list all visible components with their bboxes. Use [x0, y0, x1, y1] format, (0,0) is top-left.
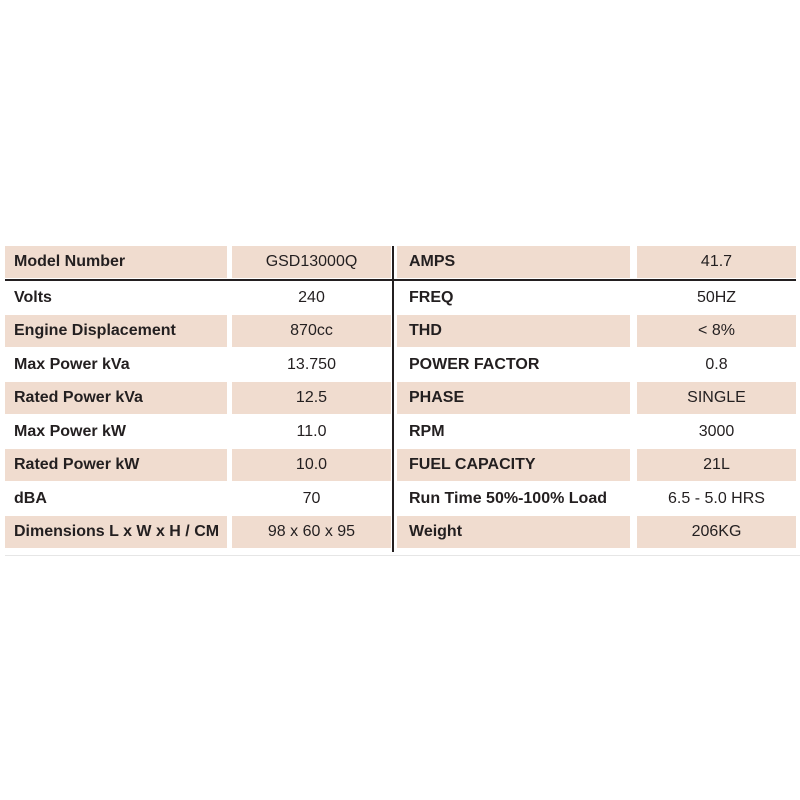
spec-value: 41.7: [637, 246, 796, 278]
spec-label: Engine Displacement: [5, 315, 227, 347]
spec-label: AMPS: [397, 246, 630, 278]
spec-row-dimensions: [5, 516, 796, 548]
spec-label: Rated Power kVa: [5, 382, 227, 414]
spec-value: 98 x 60 x 95: [232, 516, 391, 548]
spec-value: 206KG: [637, 516, 796, 548]
spec-label: PHASE: [397, 382, 630, 414]
spec-row-rated-power-kva: [5, 382, 796, 414]
spec-row-model-number: [5, 246, 796, 278]
spec-label: Volts: [14, 289, 52, 306]
spec-row-engine-displacement: [5, 315, 796, 347]
table-bottom-divider: [5, 555, 800, 556]
spec-value: 3000: [698, 423, 735, 440]
spec-row-max-power-kw: [5, 416, 796, 448]
spec-value: 70: [302, 490, 321, 507]
spec-label: Max Power kVa: [14, 356, 130, 373]
spec-table: [5, 246, 796, 552]
spec-label: dBA: [14, 490, 47, 507]
spec-label: Rated Power kW: [5, 449, 227, 481]
spec-value: 0.8: [705, 356, 728, 373]
header-divider: [5, 279, 796, 281]
spec-value: 50HZ: [696, 289, 737, 306]
spec-row-max-power-kva: [5, 349, 796, 381]
spec-label: POWER FACTOR: [409, 356, 540, 373]
spec-value: 21L: [637, 449, 796, 481]
spec-value: 240: [298, 289, 325, 306]
spec-label: Dimensions L x W x H / CM: [5, 516, 227, 548]
spec-label: RPM: [409, 423, 445, 440]
spec-label: FUEL CAPACITY: [397, 449, 630, 481]
spec-value: < 8%: [637, 315, 796, 347]
spec-label: Max Power kW: [14, 423, 127, 440]
column-divider: [392, 246, 394, 552]
spec-value: 6.5 - 5.0 HRS: [668, 490, 765, 507]
spec-value: 13.750: [287, 356, 336, 373]
spec-label: Model Number: [5, 246, 227, 278]
spec-value: GSD13000Q: [232, 246, 391, 278]
spec-value: 10.0: [232, 449, 391, 481]
spec-label: FREQ: [409, 289, 454, 306]
spec-row-rated-power-kw: [5, 449, 796, 481]
spec-label: THD: [397, 315, 630, 347]
spec-label: Run Time 50%-100% Load: [409, 490, 607, 507]
spec-value: SINGLE: [637, 382, 796, 414]
spec-label: Weight: [397, 516, 630, 548]
spec-row-volts: [5, 282, 796, 314]
spec-value: 11.0: [296, 423, 327, 440]
spec-value: 870cc: [232, 315, 391, 347]
spec-row-dba: [5, 483, 796, 515]
spec-value: 12.5: [232, 382, 391, 414]
